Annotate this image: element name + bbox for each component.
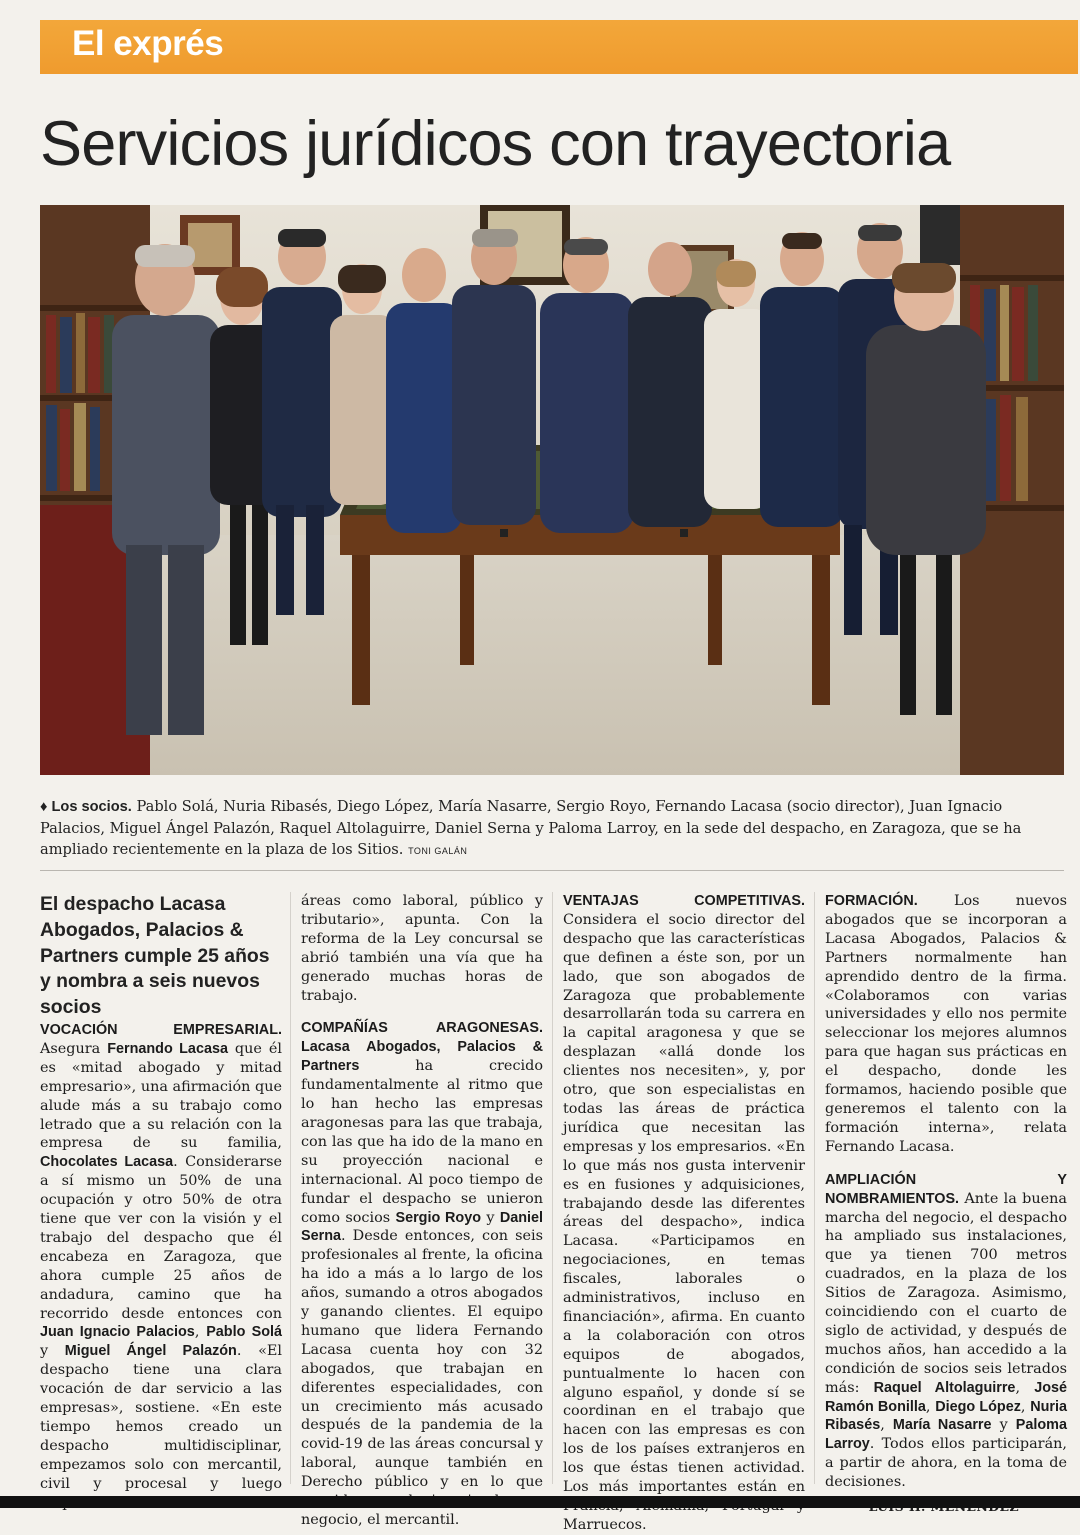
section-label: El exprés [72,24,224,63]
name: Pablo Solá [206,1324,282,1341]
column-divider [552,892,553,1484]
text: Considera el socio director del despacho que las características que definen a éste son, por un lado, que son abogados de Zaragoza que probablemente desarrollarán toda su carrera en la capital aragonesa y que se desplazan «allá donde los clientes nos necesiten», y, por otro, que son especialistas en todas las áreas de práctica jurídica que necesitan las empresas y los empresarios. «En lo que más nos gusta intervenir es en fusiones y adquisiciones, trabajando desde las diferentes áreas del despacho», indica Lacasa. «Participamos en negociaciones, en temas fiscales, laborales o administrativos, incluso en financiación», afirma. En cuanto a la colaboración con otros equipos de abogados, puntualmente lo hacen con alguno español, y donde sí se coordinan en el trabajo que hacen con las empresas es con los de los países extranjeros en los que éstas tienen actividad. Los más importantes están en Marruecos. [563,911,805,1533]
name: Lacasa Abogados, Palacios & Partners [301,1039,543,1075]
group-photo [40,205,1064,775]
text: , [880,1417,893,1434]
paragraph-vocacion [40,1021,282,1513]
text: y [481,1209,500,1226]
text: y [991,1417,1016,1434]
paragraph-ampliacion [825,1171,1067,1492]
kicker: VOCACIÓN EMPRESARIAL. [40,1021,282,1038]
page-bottom-edge [0,1496,1080,1508]
text: , [925,1398,936,1415]
article-dek: El despacho Lacasa Abogados, Palacios & Partners cumple 25 años y nombra a seis nuevos socios [40,893,270,1019]
name: Paloma Larroy [825,1417,1067,1453]
kicker: COMPAÑÍAS ARAGONESAS. [301,1020,543,1037]
name: Diego López [935,1398,1021,1415]
kicker: AMPLIACIÓN Y NOMBRAMIENTOS. [825,1171,1067,1207]
text: . Todos ellos participarán, a partir de ahora, en la toma de decisiones. [825,1436,1067,1491]
text: , [1015,1379,1035,1396]
name: Raquel Altolaguirre [873,1379,1016,1396]
paragraph-continued: áreas como laboral, público y tributario», apunta. Con la reforma de la Ley concursal se abrió también una vía que ha generado muchas horas de trabajo. [301,893,543,1004]
column-divider [290,892,291,1484]
column-divider [814,892,815,1484]
text: . Desde entonces, con seis profesionales al frente, la oficina ha ido a más a lo largo de los años, sumando a otros abogados y ganando clientes. El equipo humano que lidera Fernando Lacasa cuenta hoy con 32 abogados, que trabajan en diferentes especialidades, con un crecimiento más acusado después de la pandemia de la covid-19 de las áreas concursal y laboral, aunque también en Derecho público y en lo que negocio, el mercantil. [301,1228,543,1528]
text: . Considerarse a sí mismo un 50% de una ocupación y otro 50% de otra tiene que ver con la visión y el trabajo del despacho que él encabeza en Zaragoza, que ahora cumple 25 años de andadura, camino que ha recorrido desde entonces con [40,1154,283,1322]
name: Fernando Lacasa [107,1040,228,1057]
kicker: FORMACIÓN. [825,893,918,909]
article-column-4 [825,892,1067,1517]
name: Chocolates Lacasa [40,1154,174,1171]
headline: Servicios jurídicos con trayectoria [40,109,951,179]
text: que él es «mitad abogado y mitad empresario», una afirmación que alude más a su trabajo como letrado que a su relación con la empresa de su familia, [40,1040,283,1152]
name: Miguel Ángel Palazón [64,1343,237,1360]
name: Daniel Serna [301,1209,543,1245]
article-column-2 [301,892,543,1530]
text: Los nuevos abogados que se incorporan a Lacasa Abogados, Palacios & Partners normalmente han aprendido dentro de la firma. «Colaboramos con varias universidades y ello nos permite seleccionar los mejores alumnos para que hagan sus prácticas en el despacho, donde les formamos, haciendo posible que generemos el talento con la formación interna», relata Fernando Lacasa. [825,893,1067,1155]
text: , [194,1324,207,1341]
text: Ante la buena marcha del negocio, el despacho ha ampliado sus instalaciones, que ya tienen 700 metros cuadrados, en la plaza de los Sitios de Zaragoza. Asimismo, coincidiendo con el cuarto de siglo de actividad, y después de muchos años, han accedido a la condición de socios seis letrados más: [825,1190,1067,1396]
photo-credit: TONI GALÁN [408,846,468,856]
text: Asegura [40,1040,108,1057]
paragraph-companias [301,1019,543,1529]
divider [40,870,1064,871]
article-column-3 [563,892,805,1535]
name: Juan Ignacio Palacios [40,1324,195,1341]
article-column-1 [40,892,282,1513]
text: ha crecido fundamentalmente al ritmo que lo han hecho las empresas aragonesas para las que trabaja, con las que ha ido de la mano en su proyección nacional e internacional. Al poco tiempo de fundar el despacho se unieron como socios [301,1058,543,1226]
paragraph-formacion [825,892,1067,1157]
caption-text: Pablo Solá, Nuria Ribasés, Diego López, María Nasarre, Sergio Royo, Fernando Lacasa (socio director), Juan Ignacio Palacios, Miguel Ángel Palazón, Raquel Altolaguirre, Daniel Serna y Paloma Larroy, en la sede del despacho, en Zaragoza, que se ha ampliado recientemente en la plaza de los Sitios. [40,798,1022,858]
photo-illustration [40,205,1064,775]
section-bar [40,20,1078,74]
name: Sergio Royo [395,1209,481,1226]
text: . «El despacho tiene una clara vocación de dar servicio a las empresas», sostiene. «En este tiempo hemos creado un despacho multidisciplinar, empezamos solo con mercantil, civil y procesal y luego [40,1343,282,1492]
name: María Nasarre [892,1417,992,1434]
kicker: VENTAJAS COMPETITIVAS. [563,893,805,909]
photo-caption [40,796,1062,862]
paragraph-ventajas [563,892,805,1535]
caption-marker: ♦ [40,799,52,815]
caption-lead: Los socios. [51,799,132,815]
name: José Ramón Bonilla [825,1379,1067,1415]
text: y [40,1343,65,1360]
name: Nuria Ribasés [825,1398,1068,1434]
text: , [1020,1398,1031,1415]
